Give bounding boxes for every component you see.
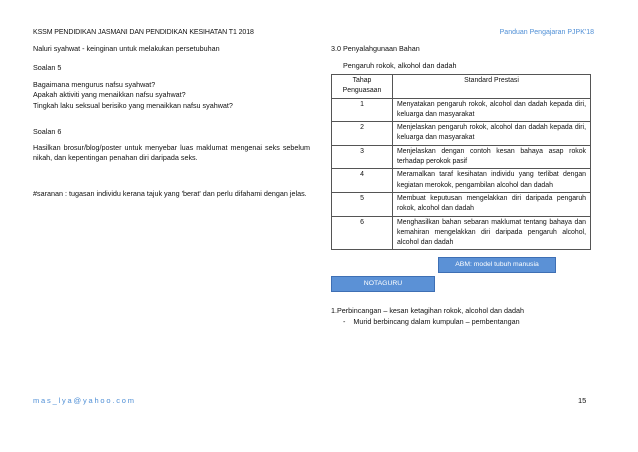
- bullet-text: Murid berbincang dalam kumpulan – pembentangan: [353, 317, 520, 326]
- table-cell-standard: Meramalkan taraf kesihatan individu yang terlibat dengan kegiatan merokok, pengambilan alcohol dan dadah: [393, 169, 591, 193]
- soalan5-question-3: Tingkah laku seksual berisiko yang menaikkan nafsu syahwat?: [33, 100, 233, 110]
- table-row: [332, 192, 591, 216]
- table-row: [332, 122, 591, 146]
- header-guide-title: Panduan Pengajaran PJPK'18: [499, 29, 594, 36]
- table-header-level: Tahap Penguasaan: [332, 75, 393, 99]
- table-header-standard: Standard Prestasi: [393, 75, 591, 99]
- table-cell-level: 6: [332, 216, 393, 250]
- soalan5-question-2: Apakah aktiviti yang menaikkan nafsu syahwat?: [33, 90, 186, 100]
- table-row: [332, 145, 591, 169]
- table-cell-standard: Menjelaskan pengaruh rokok, alcohol dan dadah kepada diri, keluarga dan masyarakat: [393, 122, 591, 146]
- table-cell-standard: Menjelaskan dengan contoh kesan bahaya asap rokok terhadap perokok pasif: [393, 145, 591, 169]
- table-cell-standard: Menyatakan pengaruh rokok, alcohol dan dadah kepada diri, keluarga dan masyarakat: [393, 98, 591, 122]
- table-cell-level: 1: [332, 98, 393, 122]
- table-cell-standard: Membuat keputusan mengelakkan diri daripada pengaruh rokok, alcohol dan dadah: [393, 192, 591, 216]
- soalan5-title: Soalan 5: [33, 63, 62, 72]
- notaguru-button[interactable]: NOTAGURU: [331, 276, 435, 292]
- perbincangan-line: 1.Perbincangan – kesan ketagihan rokok, alcohol dan dadah: [331, 306, 525, 315]
- footer-email: mas_lya@yahoo.com: [33, 396, 136, 405]
- naluri-line: Naluri syahwat - keinginan untuk melakukan persetubuhan: [33, 44, 220, 53]
- table-row: [332, 216, 591, 250]
- soalan6-title: Soalan 6: [33, 127, 62, 136]
- table-cell-level: 2: [332, 122, 393, 146]
- page-number: 15: [578, 396, 587, 405]
- soalan5-question-1: Bagaimana mengurus nafsu syahwat?: [33, 80, 156, 89]
- table-header-row: [332, 75, 591, 99]
- section-title: 3.0 Penyalahgunaan Bahan: [331, 44, 420, 53]
- table-cell-level: 5: [332, 192, 393, 216]
- bullet-item: [343, 317, 603, 327]
- bullet-dash: -: [343, 317, 354, 326]
- table-cell-standard: Menghasilkan bahan sebaran maklumat tentang bahaya dan kemahiran mengelakkan diri daripada pengaruh alcohol, alcohol dan dadah: [393, 216, 591, 250]
- table-cell-level: 3: [332, 145, 393, 169]
- table-row: [332, 98, 591, 122]
- standard-prestasi-table: [331, 74, 591, 250]
- saranan-note: #saranan : tugasan individu kerana tajuk yang 'berat' dan perlu difahami dengan jelas.: [33, 189, 307, 198]
- soalan5-questions: [33, 80, 310, 111]
- table-cell-level: 4: [332, 169, 393, 193]
- table-row: [332, 169, 591, 193]
- soalan6-text: Hasilkan brosur/blog/poster untuk menyebar luas maklumat mengenai seks sebelum nikah, dan kepentingan penahan diri daripada seks.: [33, 143, 310, 163]
- section-subtitle: Pengaruh rokok, alkohol dan dadah: [343, 61, 457, 70]
- abm-button[interactable]: ABM: model tubuh manusia: [438, 257, 556, 273]
- header-title: KSSM PENDIDIKAN JASMANI DAN PENDIDIKAN KESIHATAN T1 2018: [33, 29, 254, 36]
